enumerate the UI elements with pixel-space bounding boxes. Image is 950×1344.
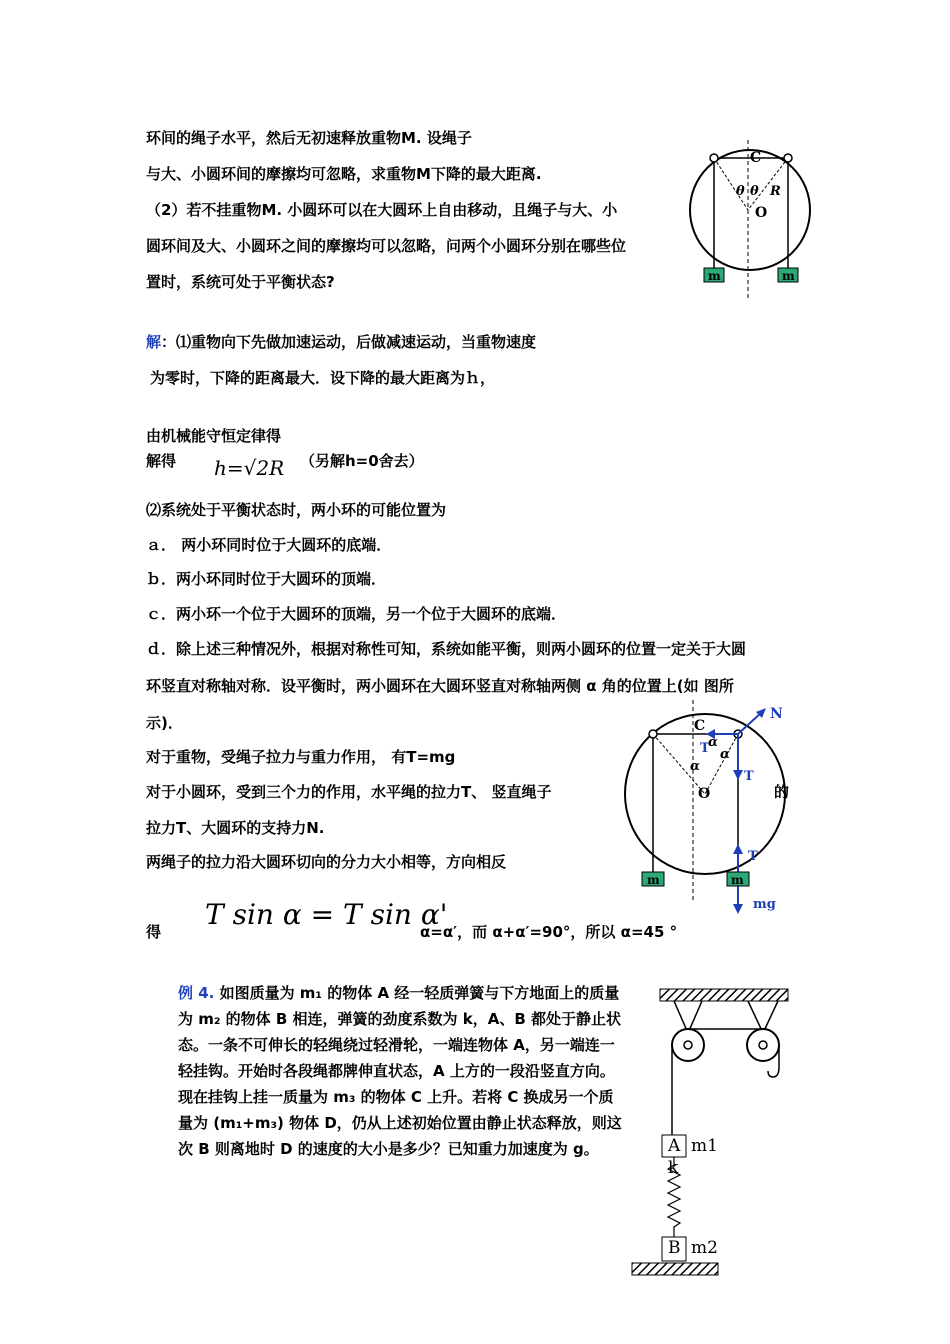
text-line: （2）若不挂重物M. 小圆环可以在大圆环上自由移动，且绳子与大、小	[146, 201, 618, 219]
label-alpha-top: α	[708, 735, 719, 750]
example-4	[178, 980, 623, 1162]
text-line: ⑵系统处于平衡状态时，两小环的可能位置为	[146, 501, 447, 519]
text-line: 为零时，下降的距离最大．设下降的最大距离为ｈ，	[150, 369, 496, 387]
label-T-vertical: T	[744, 769, 754, 784]
text-line: 环间的绳子水平，然后无初速释放重物M. 设绳子	[146, 129, 472, 147]
list-item: ｃ．两小环一个位于大圆环的顶端，另一个位于大圆环的底端．	[146, 605, 567, 623]
text-line: 对于重物，受绳子拉力与重力作用， 有T=mg	[146, 748, 456, 766]
text-line: 的	[774, 783, 790, 801]
mass-left: m	[647, 873, 660, 887]
formula-tsin: T sin α = T sin α'	[205, 898, 448, 931]
mass-right: m	[731, 873, 744, 887]
figure-pulley	[630, 985, 800, 1280]
example-text: 如图质量为 m₁ 的物体 A 经一轻质弹簧与下方地面上的质量为 m₂ 的物体 B 相连，弹簧的劲度系数为 k，A、B 都处于静止状态。一条不可伸长的轻绳绕过轻滑轮，一端连物体 A，另一端连一轻挂钩。开始时各段绳都牌伸直状态，A 上方的一段沿竖直方向。现在挂钩上挂一质量为 m₃ 的物体 C 上升。若将 C 换成另一个质量为 (m₁+m₃) 物体 D，仍从上述初始位置由静止状态释放，则这次 B 则离地时 D 的速度的大小是多少？已知重力加速度为 g。	[178, 984, 622, 1158]
label-k: k	[668, 1158, 679, 1178]
list-item: ｄ．除上述三种情况外，根据对称性可知，系统如能平衡，则两小圆环的位置一定关于大圆	[146, 640, 747, 658]
label-alpha-right: α	[720, 747, 731, 762]
text-line: 由机械能守恒定律得	[146, 427, 282, 445]
label-C: C	[694, 718, 706, 734]
label-alpha-left: α	[690, 759, 701, 774]
label-O: O	[755, 205, 768, 221]
label-mg: mg	[753, 897, 776, 912]
list-item: ｂ．两小环同时位于大圆环的顶端．	[146, 570, 387, 588]
text-line: 得	[146, 923, 162, 941]
label-T-up: T	[748, 849, 758, 864]
label-m1: m1	[691, 1136, 718, 1156]
label-theta-left: θ	[736, 184, 745, 199]
label-m2: m2	[691, 1238, 718, 1258]
text-line: 解得	[146, 452, 177, 470]
mass-left: m	[708, 269, 721, 283]
label-B: B	[668, 1238, 681, 1258]
figure-ring-1	[690, 140, 830, 300]
label-R: R	[770, 184, 781, 199]
text-line: 圆环间及大、小圆环之间的摩擦均可以忽略，问两个小圆环分别在哪些位	[146, 237, 627, 255]
example-label: 例 4.	[178, 984, 215, 1002]
list-item: 环竖直对称轴对称．设平衡时，两小圆环在大圆环竖直对称轴两侧 α 角的位置上(如 图所	[146, 677, 734, 695]
label-theta-right: θ	[750, 184, 759, 199]
text-line: 置时，系统可处于平衡状态?	[146, 273, 335, 291]
text-line: 拉力T、大圆环的支持力N.	[146, 819, 325, 837]
formula-h: h=√2R	[214, 456, 285, 480]
mass-right: m	[782, 269, 795, 283]
label-N: N	[770, 706, 783, 722]
solution-text: ：⑴重物向下先做加速运动，后做减速运动，当重物速度	[161, 333, 537, 351]
label-T-horizontal: T	[700, 741, 710, 756]
label-O: O	[698, 786, 711, 802]
text-line: 对于小圆环，受到三个力的作用，水平绳的拉力T、 竖直绳子	[146, 783, 552, 801]
text-line: 两绳子的拉力沿大圆环切向的分力大小相等，方向相反	[146, 853, 507, 871]
text-line: α=α′，而 α+α′=90°，所以 α=45 °	[420, 923, 678, 941]
text-line: 与大、小圆环间的摩擦均可忽略，求重物M下降的最大距离.	[146, 165, 542, 183]
figure-ring-2	[620, 700, 790, 920]
list-item: ａ． 两小环同时位于大圆环的底端．	[146, 536, 392, 554]
solution-line	[146, 332, 536, 352]
text-line: （另解h=0舍去）	[300, 452, 424, 470]
label-A: A	[668, 1136, 681, 1156]
list-item: 示)．	[146, 714, 183, 732]
label-C: C	[750, 150, 762, 166]
solution-label: 解	[146, 333, 162, 351]
